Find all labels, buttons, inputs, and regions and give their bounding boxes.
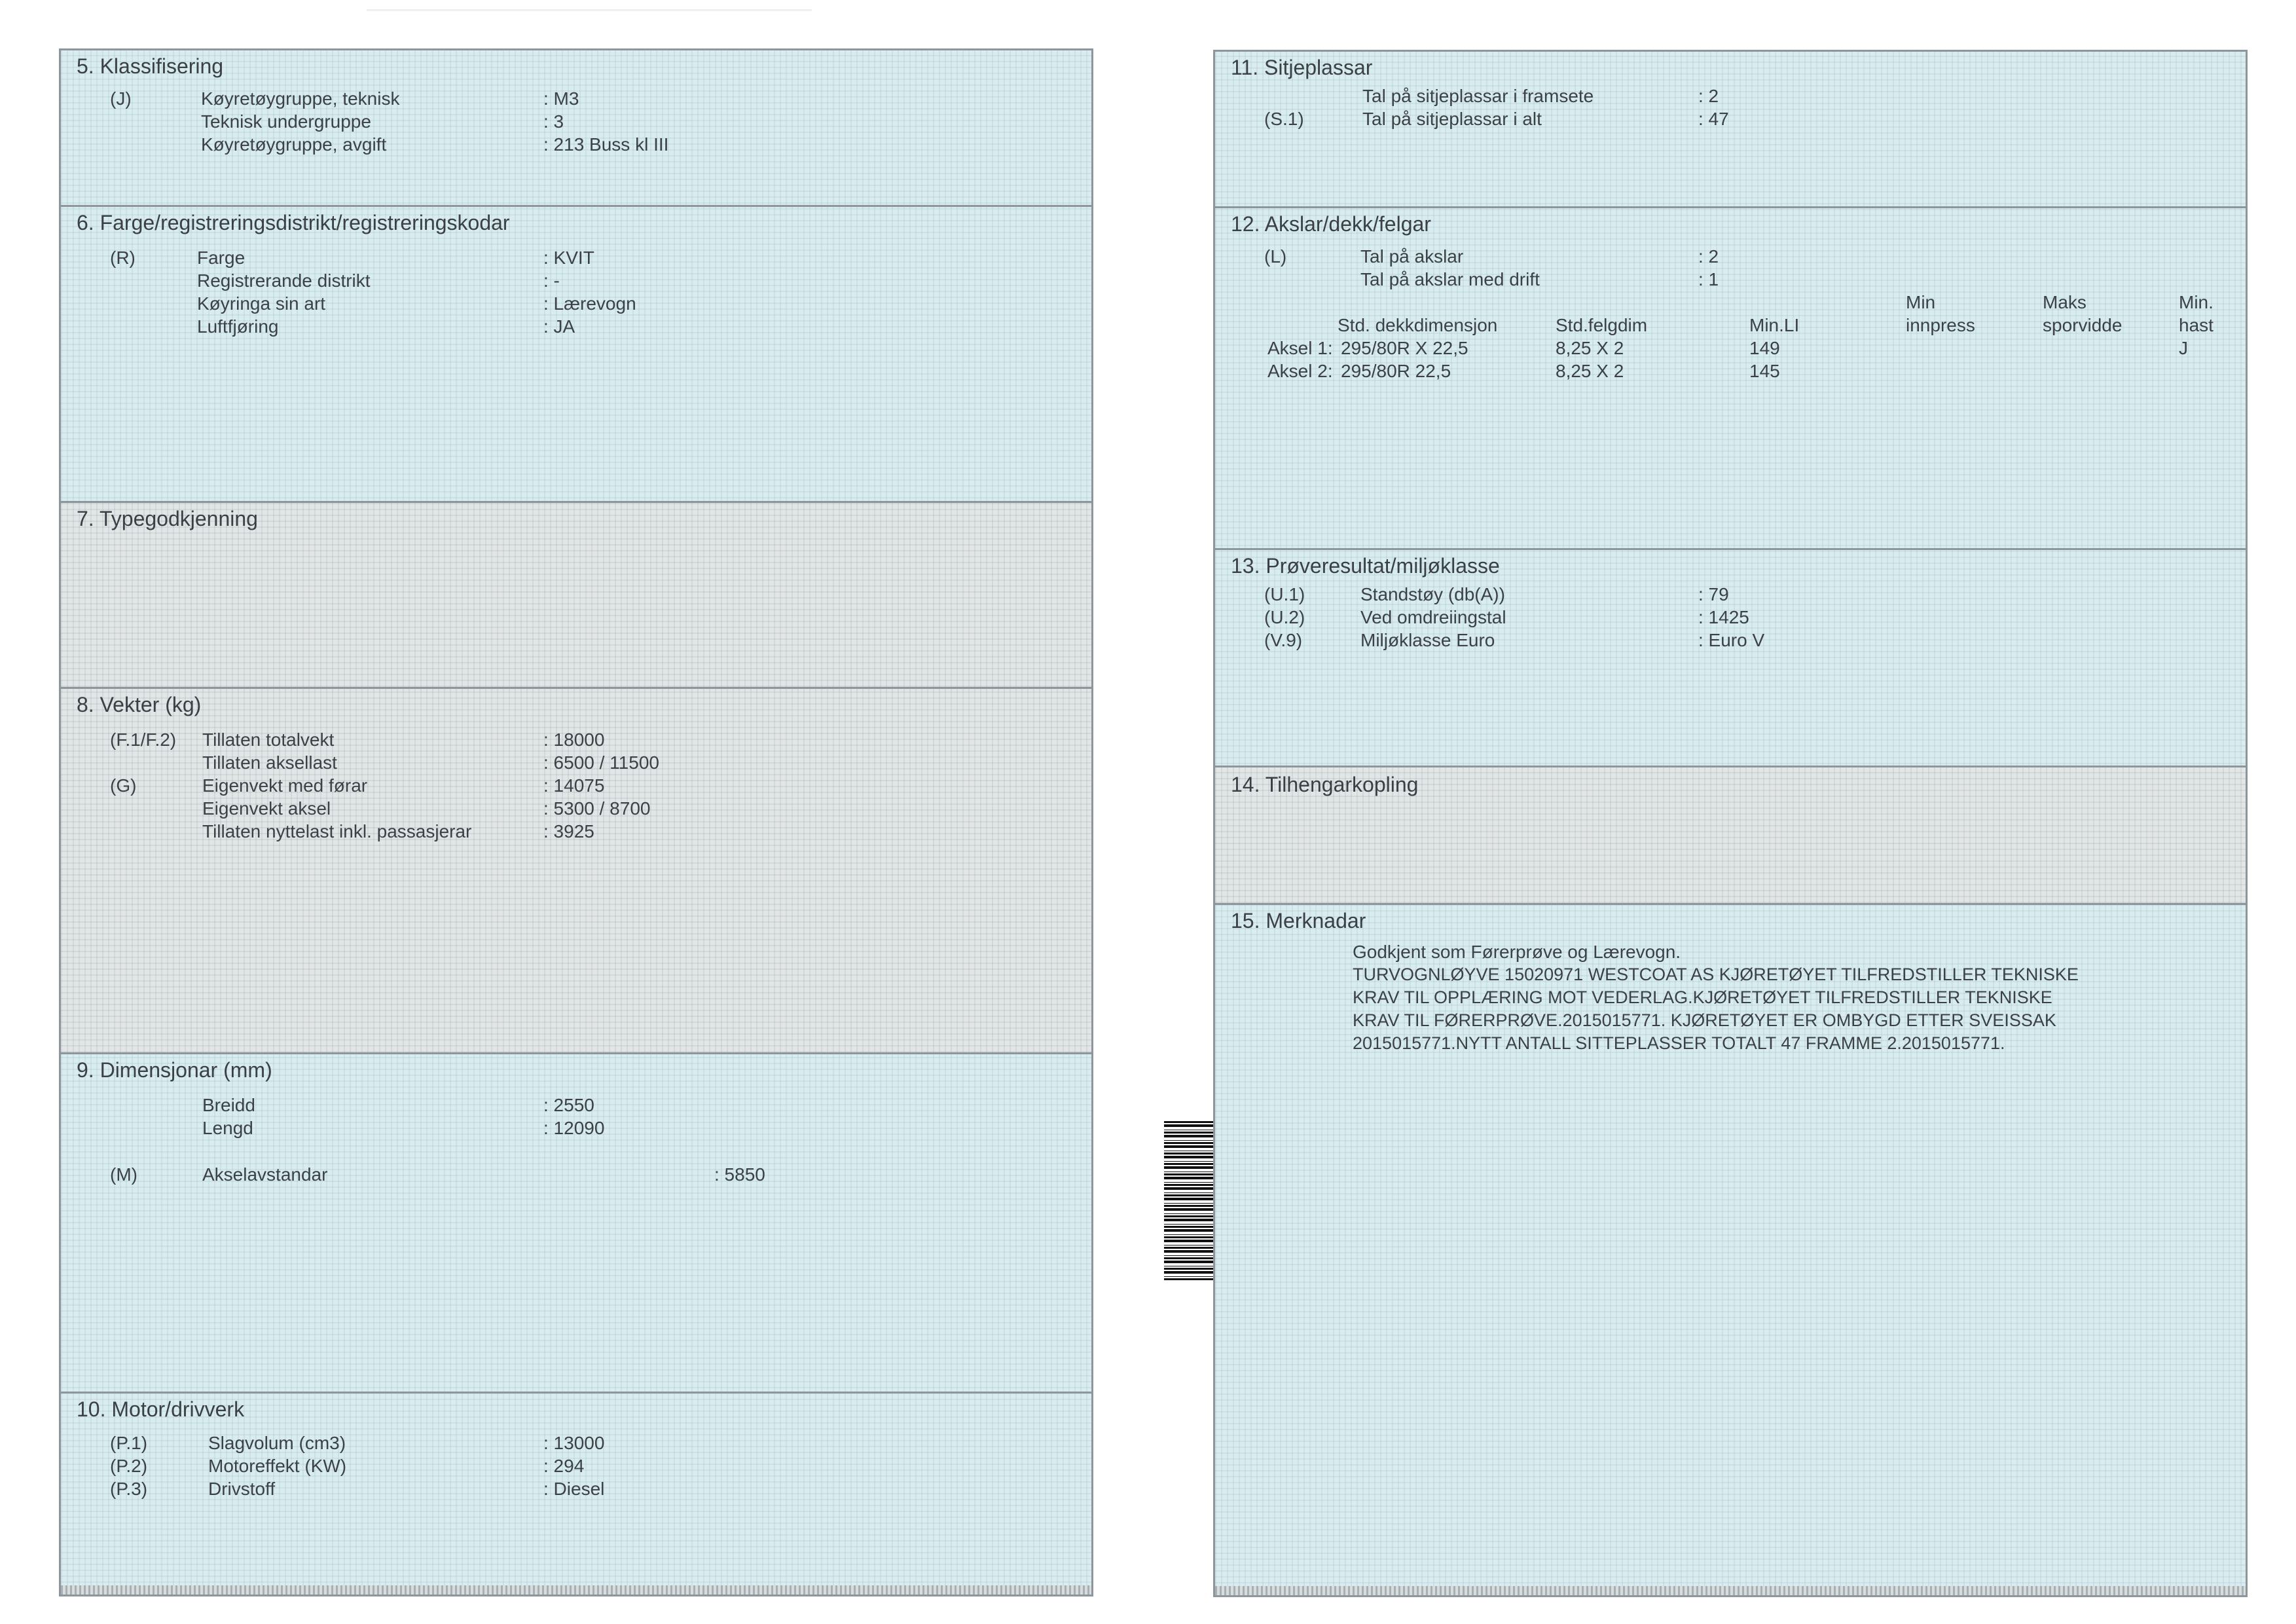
field-value: : 213 Buss kl III: [543, 134, 669, 155]
field-code: (F.1/F.2): [110, 729, 177, 750]
dekk-value: 295/80R X 22,5: [1341, 338, 1468, 358]
field-value: : 12090: [543, 1118, 605, 1138]
section-title: 9. Dimensjonar (mm): [77, 1058, 272, 1082]
hast-value: J: [2179, 338, 2188, 358]
scan-artifact: [367, 9, 812, 11]
field-value: : Diesel: [543, 1479, 605, 1499]
field-label: Tillaten totalvekt: [202, 729, 335, 750]
field-value: : -: [543, 270, 560, 291]
field-label: Tillaten aksellast: [202, 752, 337, 773]
field-code: (U.2): [1264, 607, 1305, 627]
section-motor: [61, 1392, 1091, 1598]
li-value: 145: [1749, 361, 1780, 381]
dekk-value: 295/80R 22,5: [1341, 361, 1451, 381]
field-value: : 6500 / 11500: [543, 752, 659, 773]
field-value: : 18000: [543, 729, 605, 750]
li-value: 149: [1749, 338, 1780, 358]
field-label: Køyretøygruppe, avgift: [201, 134, 387, 155]
section-sitjeplassar: [1215, 52, 2246, 206]
section-title: 6. Farge/registreringsdistrikt/registreringskodar: [77, 211, 510, 234]
field-code: (P.2): [110, 1456, 148, 1476]
field-label: Farge: [197, 248, 246, 268]
field-value: : 294: [543, 1456, 585, 1476]
header-dekk: Std. dekkdimensjon: [1338, 315, 1498, 335]
field-label: Tal på sitjeplassar i alt: [1362, 109, 1542, 129]
field-value: : 79: [1698, 584, 1729, 604]
field-value: : 5300 / 8700: [543, 798, 651, 819]
field-code: (M): [110, 1164, 137, 1185]
remark-line: KRAV TIL FØRERPRØVE.2015015771. KJØRETØYET ER OMBYGD ETTER SVEISSAK: [1353, 1010, 2056, 1030]
bottom-border-strip: [1215, 1586, 2246, 1595]
field-label: Luftfjøring: [197, 316, 279, 337]
field-value: : 1: [1698, 269, 1719, 289]
remark-line: TURVOGNLØYVE 15020971 WESTCOAT AS KJØRETØYET TILFREDSTILLER TEKNISKE: [1353, 965, 2079, 984]
aksel-label: Aksel 2:: [1267, 361, 1333, 381]
remark-line: KRAV TIL OPPLÆRING MOT VEDERLAG.KJØRETØYET TILFREDSTILLER TEKNISKE: [1353, 987, 2052, 1007]
field-label: Slagvolum (cm3): [208, 1433, 346, 1453]
header-innpress: Min: [1906, 292, 1936, 312]
field-code: (P.3): [110, 1479, 148, 1499]
field-value: : Lærevogn: [543, 293, 636, 314]
field-code: (P.1): [110, 1433, 148, 1453]
field-code: (V.9): [1264, 630, 1303, 650]
header-li: Min.LI: [1749, 315, 1800, 335]
section-proveresultat: [1215, 548, 2246, 766]
section-tilhengarkopling: [1215, 766, 2246, 903]
header-sporvidde: Maks: [2043, 292, 2086, 312]
field-label: Køyretøygruppe, teknisk: [201, 88, 400, 109]
field-label: Standstøy (db(A)): [1360, 584, 1505, 604]
section-klassifisering: [61, 50, 1091, 205]
field-value: : 3: [543, 111, 564, 132]
header-felg: Std.felgdim: [1556, 315, 1648, 335]
field-label: Registrerande distrikt: [197, 270, 371, 291]
right-page: [1213, 50, 2248, 1597]
field-label: Miljøklasse Euro: [1360, 630, 1495, 650]
field-value: : JA: [543, 316, 575, 337]
felg-value: 8,25 X 2: [1556, 338, 1624, 358]
aksel-label: Aksel 1:: [1267, 338, 1333, 358]
field-label: Lengd: [202, 1118, 253, 1138]
field-label: Tillaten nyttelast inkl. passasjerar: [202, 821, 472, 841]
section-title: 10. Motor/drivverk: [77, 1397, 245, 1421]
bottom-border-strip: [61, 1585, 1091, 1595]
section-farge: [61, 205, 1091, 501]
header-sporvidde: sporvidde: [2043, 315, 2123, 335]
field-label: Drivstoff: [208, 1479, 276, 1499]
section-dimensjonar: [61, 1052, 1091, 1392]
header-hast: hast: [2179, 315, 2214, 335]
remark-line: 2015015771.NYTT ANTALL SITTEPLASSER TOTALT 47 FRAMME 2.2015015771.: [1353, 1033, 2005, 1053]
field-label: Tal på sitjeplassar i framsete: [1362, 86, 1594, 106]
field-code: (S.1): [1264, 109, 1304, 129]
header-hast: Min.: [2179, 292, 2214, 312]
left-page: [59, 48, 1093, 1596]
field-value: : 2: [1698, 246, 1719, 267]
section-title: 15. Merknadar: [1231, 909, 1366, 932]
field-code: (R): [110, 248, 136, 268]
field-label: Ved omdreiingstal: [1360, 607, 1506, 627]
field-label: Tal på akslar med drift: [1360, 269, 1540, 289]
field-value: : 3925: [543, 821, 594, 841]
section-title: 7. Typegodkjenning: [77, 507, 258, 530]
field-value: : Euro V: [1698, 630, 1765, 650]
section-title: 13. Prøveresultat/miljøklasse: [1231, 554, 1500, 578]
section-merknadar: [1215, 903, 2246, 1599]
field-value: : 14075: [543, 775, 605, 796]
field-value: : 2550: [543, 1095, 594, 1115]
section-title: 5. Klassifisering: [77, 54, 224, 78]
field-value: : 13000: [543, 1433, 605, 1453]
field-code: (L): [1264, 246, 1287, 267]
field-label: Eigenvekt med førar: [202, 775, 368, 796]
field-code: (G): [110, 775, 137, 796]
header-innpress: innpress: [1906, 315, 1975, 335]
field-label: Teknisk undergruppe: [201, 111, 371, 132]
section-title: 8. Vekter (kg): [77, 693, 202, 716]
section-akslar: [1215, 206, 2246, 548]
field-label: Tal på akslar: [1360, 246, 1464, 267]
felg-value: 8,25 X 2: [1556, 361, 1624, 381]
section-title: 11. Sitjeplassar: [1231, 56, 1373, 79]
field-label: Køyringa sin art: [197, 293, 326, 314]
field-value: : 5850: [714, 1164, 765, 1185]
field-label: Motoreffekt (KW): [208, 1456, 347, 1476]
field-label: Breidd: [202, 1095, 255, 1115]
remark-line: Godkjent som Førerprøve og Lærevogn.: [1353, 942, 1681, 962]
section-title: 12. Akslar/dekk/felgar: [1231, 212, 1431, 236]
field-value: : 47: [1698, 109, 1729, 129]
field-code: (U.1): [1264, 584, 1305, 604]
field-value: : KVIT: [543, 248, 594, 268]
section-vekter: [61, 687, 1091, 1052]
section-typegodkjenning: [61, 501, 1091, 687]
section-title: 14. Tilhengarkopling: [1231, 773, 1419, 796]
field-value: : 2: [1698, 86, 1719, 106]
field-label: Akselavstandar: [202, 1164, 328, 1185]
field-value: : M3: [543, 88, 579, 109]
field-value: : 1425: [1698, 607, 1749, 627]
field-label: Eigenvekt aksel: [202, 798, 331, 819]
field-code: (J): [110, 88, 132, 109]
